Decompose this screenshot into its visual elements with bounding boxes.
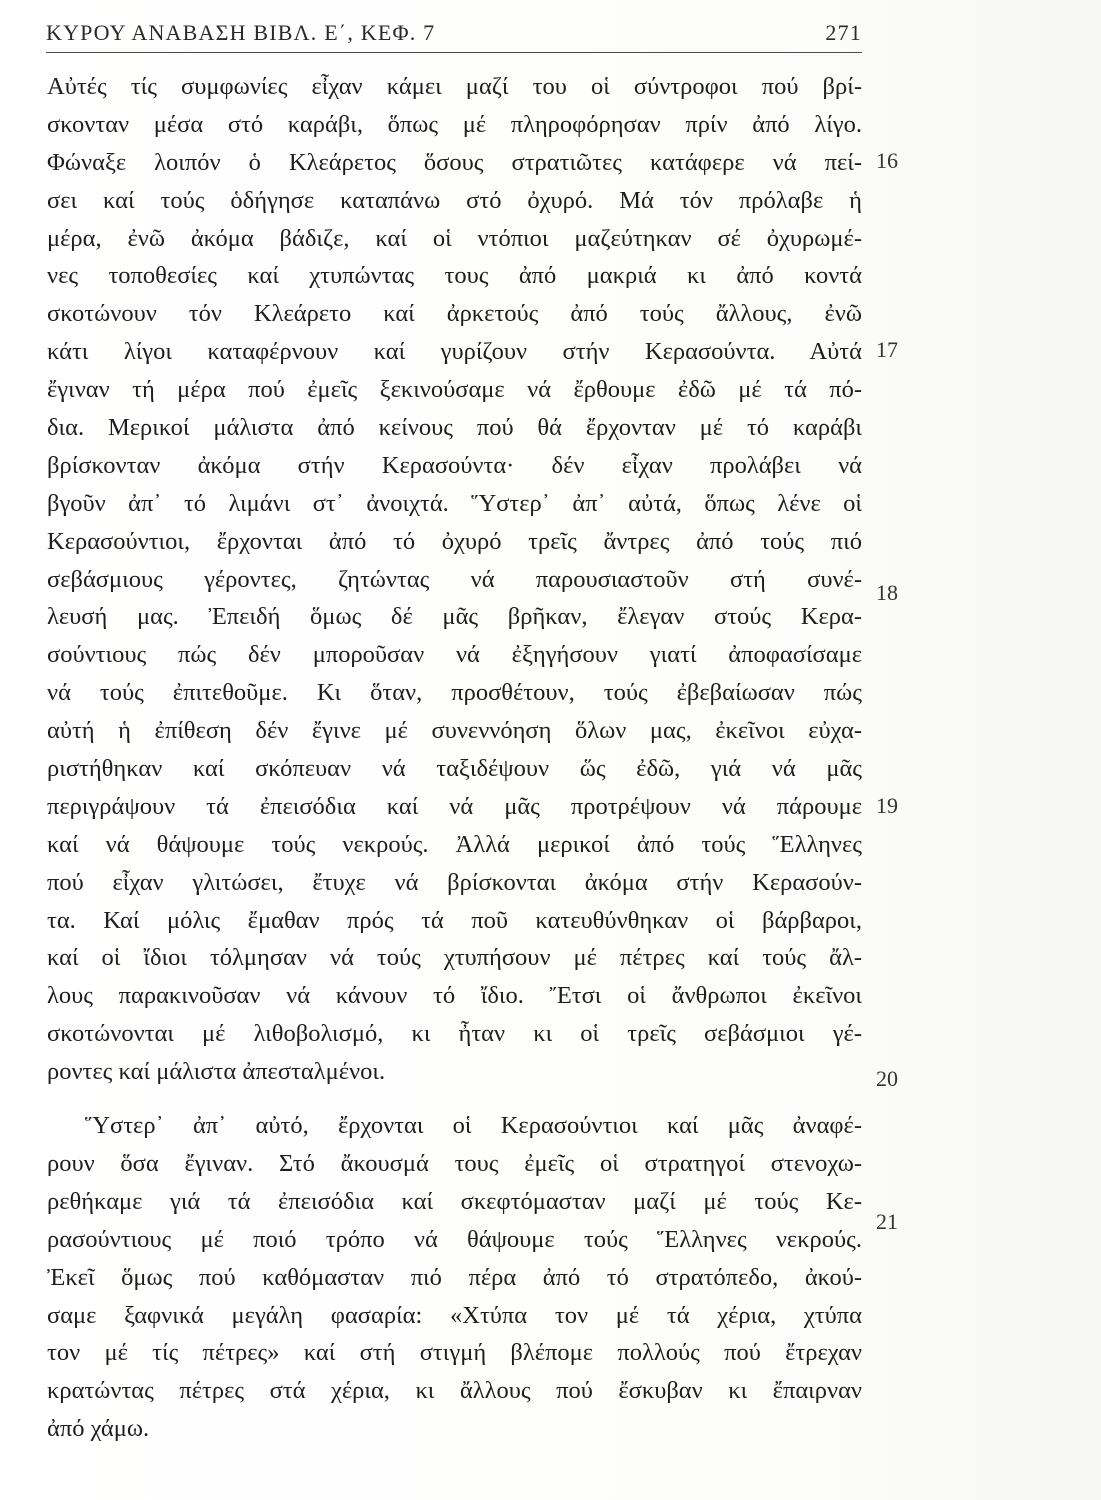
header-rule [46,52,862,53]
text-line: ρασούντιους μέ ποιό τρόπο νά θάψουμε τούς Ἕλληνες νεκρούς. [47,1225,862,1253]
text-line: σαμε ξαφνικά μεγάλη φασαρία: «Χτύπα τον μέ τά χέρια, χτύπα [47,1301,862,1329]
text-line: Ἐκεῖ ὅμως πού καθόμασταν πιό πέρα ἀπό τό στρατόπεδο, ἀκού- [47,1263,862,1291]
section-number: 16 [876,148,898,173]
text-line: σκοτώνουν τόν Κλεάρετο καί ἀρκετούς ἀπό τούς ἄλλους, ἐνῶ [47,300,862,328]
text-line: τον μέ τίς πέτρες» καί στή στιγμή βλέπομε πολλούς πού ἔτρεχαν [47,1339,862,1367]
text-line: πού εἶχαν γλιτώσει, ἔτυχε νά βρίσκονται ἀκόμα στήν Κερασούν- [47,868,862,896]
section-number: 21 [876,1209,898,1234]
section-number: 18 [876,580,898,605]
text-line: μέρα, ἐνῶ ἀκόμα βάδιζε, καί οἱ ντόπιοι μαζεύτηκαν σέ ὀχυρωμέ- [47,224,862,252]
text-line: περιγράψουν τά ἐπεισόδια καί νά μᾶς προτρέψουν νά πάρουμε [47,792,862,820]
section-number: 20 [876,1066,898,1091]
text-line: ριστήθηκαν καί σκόπευαν νά ταξιδέψουν ὥς ἐδῶ, γιά νά μᾶς [47,755,862,783]
text-line: σκοτώνονται μέ λιθοβολισμό, κι ἦταν κι οἱ τρεῖς σεβάσμιοι γέ- [47,1020,862,1048]
text-line: κρατώντας πέτρες στά χέρια, κι ἄλλους πού ἔσκυβαν κι ἔπαιρναν [47,1377,862,1405]
text-line: δια. Μερικοί μάλιστα ἀπό κείνους πού θά ἔρχονταν μέ τό καράβι [47,414,862,442]
paragraph-gap [47,1091,862,1107]
section-number: 17 [876,337,898,362]
text-line: ρουν ὅσα ἔγιναν. Στό ἄκουσμά τους ἐμεῖς οἱ στρατηγοί στενοχω- [47,1149,862,1177]
text-line: αὐτή ἡ ἐπίθεση δέν ἔγινε μέ συνεννόηση ὅλων μας, ἐκεῖνοι εὐχα- [47,717,862,745]
text-line: καί οἱ ἴδιοι τόλμησαν νά τούς χτυπήσουν μέ πέτρες καί τούς ἄλ- [47,944,862,972]
text-line: σκονταν μέσα στό καράβι, ὅπως μέ πληροφόρησαν πρίν ἀπό λίγο. [47,110,862,138]
text-line: κάτι λίγοι καταφέρνουν καί γυρίζουν στήν Κερασούντα. Αὐτά [47,338,862,366]
text-line: νες τοποθεσίες καί χτυπώντας τους ἀπό μακριά κι ἀπό κοντά [47,262,862,290]
page-header [46,14,862,50]
text-line: νά τούς ἐπιτεθοῦμε. Κι ὅταν, προσθέτουν, τούς ἐβεβαίωσαν πώς [47,679,862,707]
text-line: σει καί τούς ὁδήγησε καταπάνω στό ὀχυρό. Μά τόν πρόλαβε ἡ [47,186,862,214]
text-line: Ὕστερ᾽ ἀπ᾽ αὐτό, ἔρχονται οἱ Κερασούντιοι καί μᾶς ἀναφέ- [85,1112,862,1140]
text-line: ἀπό χάμω. [47,1415,150,1443]
text-line: Φώναξε λοιπόν ὁ Κλεάρετος ὅσους στρατιῶτες κατάφερε νά πεί- [47,148,862,176]
running-title: ΚΥΡΟΥ ΑΝΑΒΑΣΗ ΒΙΒΛ. Ε΄, ΚΕΦ. 7 [46,20,436,45]
body-text [47,68,862,1448]
text-line: Αὐτές τίς συμφωνίες εἶχαν κάμει μαζί του οἱ σύντροφοι πού βρί- [47,73,862,100]
page-number: 271 [825,20,862,45]
text-line: καί νά θάψουμε τούς νεκρούς. Ἀλλά μερικοί ἀπό τούς Ἕλληνες [47,830,862,858]
text-line: βγοῦν ἀπ᾽ τό λιμάνι στ᾽ ἀνοιχτά. Ὕστερ᾽ ἀπ᾽ αὐτά, ὅπως λένε οἱ [47,489,862,517]
text-line: βρίσκονταν ἀκόμα στήν Κερασούντα· δέν εἶχαν προλάβει νά [47,451,862,479]
section-number: 19 [876,793,898,818]
text-line: λους παρακινοῦσαν νά κάνουν τό ἴδιο. Ἔτσι οἱ ἄνθρωποι ἐκεῖνοι [47,982,862,1010]
text-line: λευσή μας. Ἐπειδή ὅμως δέ μᾶς βρῆκαν, ἔλεγαν στούς Κερα- [47,603,862,631]
text-line: ἔγιναν τή μέρα πού ἐμεῖς ξεκινούσαμε νά ἔρθουμε ἐδῶ μέ τά πό- [47,376,862,404]
text-line: Κερασούντιοι, ἔρχονται ἀπό τό ὀχυρό τρεῖς ἄντρες ἀπό τούς πιό [47,527,862,555]
text-line: σεβάσμιους γέροντες, ζητώντας νά παρουσιαστοῦν στή συνέ- [47,565,862,593]
text-line: ροντες καί μάλιστα ἀπεσταλμένοι. [47,1058,386,1086]
text-line: ρεθήκαμε γιά τά ἐπεισόδια καί σκεφτόμασταν μαζί μέ τούς Κε- [47,1187,862,1215]
text-line: τα. Καί μόλις ἔμαθαν πρός τά ποῦ κατευθύνθηκαν οἱ βάρβαροι, [47,906,862,934]
text-line: σούντιους πώς δέν μποροῦσαν νά ἐξηγήσουν γιατί ἀποφασίσαμε [47,641,862,669]
